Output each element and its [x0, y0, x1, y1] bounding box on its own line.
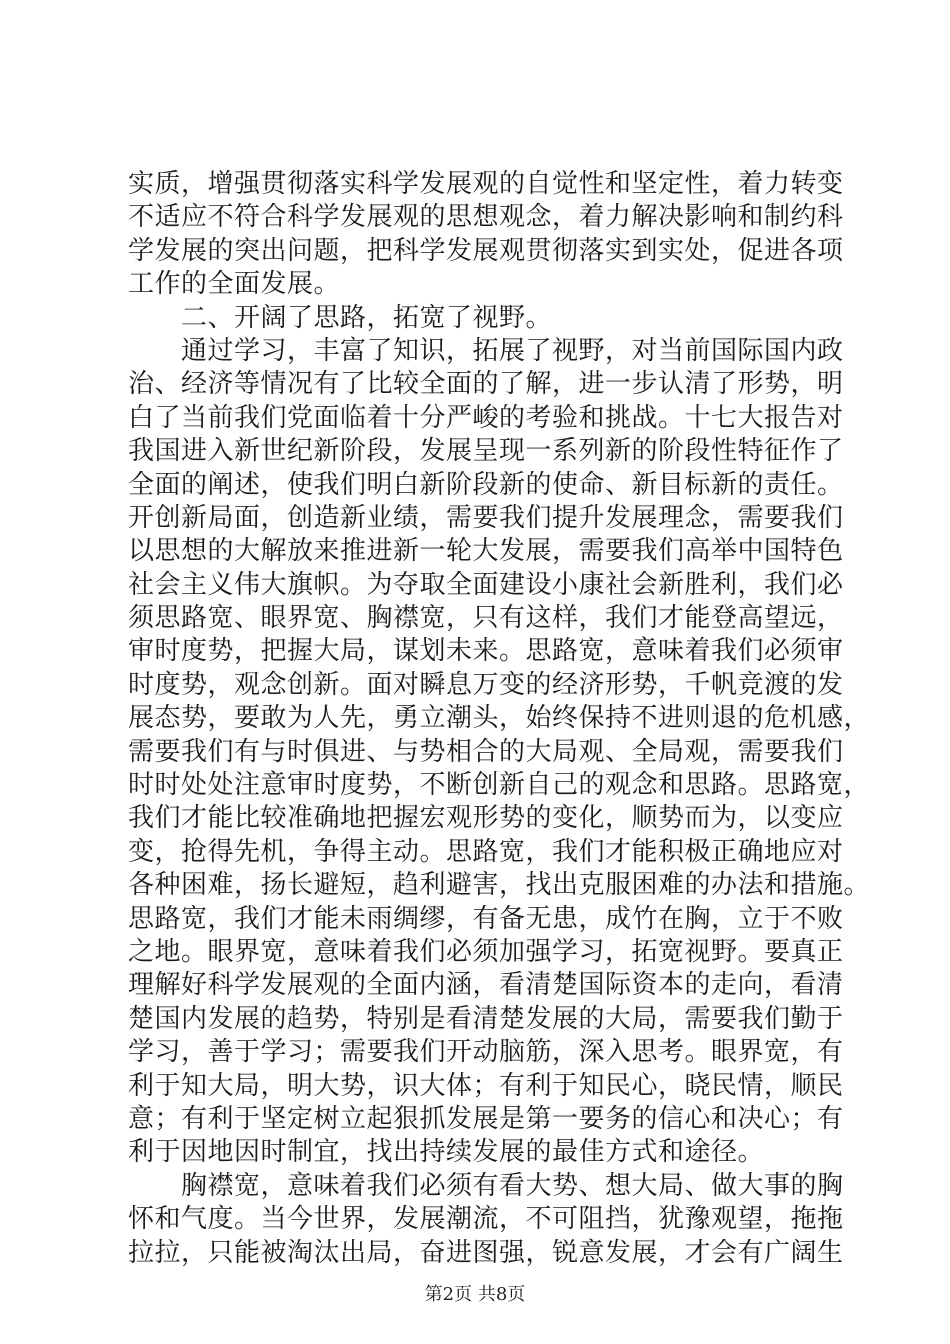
text-line: 工作的全面发展。: [128, 269, 341, 300]
text-line: 需要我们有与时俱进、与势相合的大局观、全局观，需要我们: [128, 736, 844, 767]
text-line: 利于因地因时制宜，找出持续发展的最佳方式和途径。: [128, 1137, 765, 1168]
page-footer: 第2页 共8页: [424, 1284, 526, 1305]
text-line: 开创新局面，创造新业绩，需要我们提升发展理念，需要我们: [128, 502, 844, 533]
text-line: 各种困难，扬长避短，趋利避害，找出克服困难的办法和措施。: [128, 870, 871, 901]
text-line: 须思路宽、眼界宽、胸襟宽，只有这样，我们才能登高望远，: [128, 603, 844, 634]
document-body: [128, 168, 871, 1270]
text-line: 胸襟宽，意味着我们必须有看大势、想大局、做大事的胸: [181, 1170, 844, 1201]
text-line: 不适应不符合科学发展观的思想观念，着力解决影响和制约科: [128, 202, 844, 233]
text-line: 我们才能比较准确地把握宏观形势的变化，顺势而为，以变应: [128, 803, 844, 834]
text-line: 时时处处注意审时度势，不断创新自己的观念和思路。思路宽，: [128, 770, 871, 801]
text-line: 我国进入新世纪新阶段，发展呈现一系列新的阶段性特征作了: [128, 436, 844, 467]
text-line: 展态势，要敢为人先，勇立潮头，始终保持不进则退的危机感，: [128, 703, 871, 734]
text-line: 白了当前我们党面临着十分严峻的考验和挑战。十七大报告对: [128, 402, 844, 433]
text-line: 学习，善于学习；需要我们开动脑筋，深入思考。眼界宽，有: [128, 1037, 844, 1068]
text-line: 怀和气度。当今世界，发展潮流，不可阻挡，犹豫观望，拖拖: [128, 1204, 844, 1235]
text-line: 二、开阔了思路，拓宽了视野。: [181, 302, 553, 333]
text-line: 实质，增强贯彻落实科学发展观的自觉性和坚定性，着力转变: [128, 169, 844, 199]
text-line: 意；有利于坚定树立起狠抓发展是第一要务的信心和决心；有: [128, 1103, 844, 1134]
text-line: 审时度势，把握大局，谋划未来。思路宽，意味着我们必须审: [128, 636, 844, 667]
text-line: 以思想的大解放来推进新一轮大发展，需要我们高举中国特色: [128, 536, 844, 567]
text-line: 拉拉，只能被淘汰出局，奋进图强，锐意发展，才会有广阔生: [128, 1237, 844, 1268]
text-line: 楚国内发展的趋势，特别是看清楚发展的大局，需要我们勤于: [128, 1003, 844, 1034]
text-line: 变，抢得先机，争得主动。思路宽，我们才能积极正确地应对: [128, 836, 844, 867]
text-line: 社会主义伟大旗帜。为夺取全面建设小康社会新胜利，我们必: [128, 569, 844, 600]
text-line: 时度势，观念创新。面对瞬息万变的经济形势，千帆竞渡的发: [128, 669, 844, 700]
text-line: 之地。眼界宽，意味着我们必须加强学习，拓宽视野。要真正: [128, 936, 844, 967]
text-line: 治、经济等情况有了比较全面的了解，进一步认清了形势，明: [128, 369, 844, 400]
text-line: 全面的阐述，使我们明白新阶段新的使命、新目标新的责任。: [128, 469, 844, 500]
text-line: 利于知大局，明大势，识大体；有利于知民心，晓民情，顺民: [128, 1070, 844, 1101]
text-line: 理解好科学发展观的全面内涵，看清楚国际资本的走向，看清: [128, 970, 844, 1001]
text-line: 学发展的突出问题，把科学发展观贯彻落实到实处，促进各项: [128, 235, 844, 266]
text-line: 通过学习，丰富了知识，拓展了视野，对当前国际国内政: [181, 335, 844, 366]
text-line: 思路宽，我们才能未雨绸缪，有备无患，成竹在胸，立于不败: [128, 903, 844, 934]
